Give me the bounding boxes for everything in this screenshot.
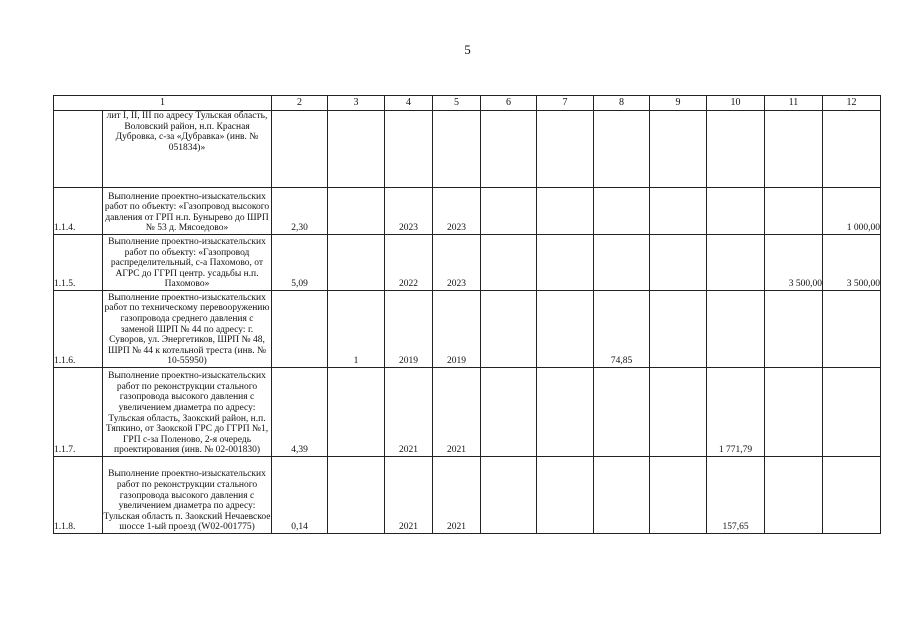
row-description: Выполнение проектно-изыскательских работ по реконструкции стального газопровода высокого давления с увеличением диаметра по адресу: Тульская область п. Заокский Нечаевское шоссе 1-ый проезд (W02-001775) bbox=[103, 457, 272, 534]
cell-col10: 1 771,79 bbox=[707, 368, 765, 457]
cell-col11: 3 500,00 bbox=[765, 235, 823, 291]
row-description: Выполнение проектно-изыскательских работ по техническому перевооружению газопровода среднего давления с заменой ШРП № 44 по адресу: г. Суворов, ул. Энергетиков, ШРП № 48, ШРП № 44 к котельной треста (инв. № 10-55950) bbox=[103, 291, 272, 368]
row-description: Выполнение проектно-изыскательских работ по объекту: «Газопровод высокого давления от ГРП н.п. Бунырево до ШРП № 53 д. Мясоедово» bbox=[103, 188, 272, 235]
cell-col3 bbox=[328, 188, 385, 235]
cell-col3: 1 bbox=[328, 291, 385, 368]
cell-col9 bbox=[650, 235, 707, 291]
cell-col2 bbox=[272, 111, 328, 188]
cell-col4: 2021 bbox=[385, 368, 433, 457]
cell-col7 bbox=[537, 188, 594, 235]
header-cell: 5 bbox=[433, 96, 481, 111]
table-row bbox=[54, 188, 881, 235]
data-table bbox=[53, 95, 881, 534]
cell-col10 bbox=[707, 235, 765, 291]
cell-col6 bbox=[481, 188, 537, 235]
cell-col12: 1 000,00 bbox=[823, 188, 881, 235]
row-code: 1.1.7. bbox=[54, 368, 103, 457]
cell-col8 bbox=[594, 235, 650, 291]
cell-col4 bbox=[385, 111, 433, 188]
row-code: 1.1.8. bbox=[54, 457, 103, 534]
header-cell: 10 bbox=[707, 96, 765, 111]
cell-col9 bbox=[650, 457, 707, 534]
cell-col2: 4,39 bbox=[272, 368, 328, 457]
cell-col7 bbox=[537, 235, 594, 291]
cell-col3 bbox=[328, 235, 385, 291]
cell-col3 bbox=[328, 111, 385, 188]
cell-col2: 2,30 bbox=[272, 188, 328, 235]
header-cell: 9 bbox=[650, 96, 707, 111]
cell-col6 bbox=[481, 291, 537, 368]
cell-col5: 2023 bbox=[433, 188, 481, 235]
table-row bbox=[54, 457, 881, 534]
cell-col9 bbox=[650, 368, 707, 457]
cell-col4: 2021 bbox=[385, 457, 433, 534]
cell-col9 bbox=[650, 111, 707, 188]
header-cell: 8 bbox=[594, 96, 650, 111]
cell-col12: 3 500,00 bbox=[823, 235, 881, 291]
cell-col7 bbox=[537, 368, 594, 457]
cell-col6 bbox=[481, 235, 537, 291]
cell-col9 bbox=[650, 291, 707, 368]
cell-col3 bbox=[328, 457, 385, 534]
cell-col10 bbox=[707, 291, 765, 368]
page-number: 5 bbox=[464, 42, 471, 57]
cell-col8 bbox=[594, 457, 650, 534]
cell-col6 bbox=[481, 111, 537, 188]
cell-col7 bbox=[537, 291, 594, 368]
cell-col11 bbox=[765, 291, 823, 368]
cell-col12 bbox=[823, 457, 881, 534]
header-cell: 6 bbox=[481, 96, 537, 111]
cell-col4: 2022 bbox=[385, 235, 433, 291]
row-code: 1.1.5. bbox=[54, 235, 103, 291]
cell-col6 bbox=[481, 368, 537, 457]
cell-col11 bbox=[765, 111, 823, 188]
cell-col10: 157,65 bbox=[707, 457, 765, 534]
cell-col5 bbox=[433, 111, 481, 188]
cell-col8 bbox=[594, 111, 650, 188]
table-row bbox=[54, 368, 881, 457]
cell-col6 bbox=[481, 457, 537, 534]
cell-col2: 5,09 bbox=[272, 235, 328, 291]
header-cell: 4 bbox=[385, 96, 433, 111]
header-cell: 3 bbox=[328, 96, 385, 111]
header-cell: 7 bbox=[537, 96, 594, 111]
table-row bbox=[54, 291, 881, 368]
cell-col8 bbox=[594, 368, 650, 457]
header-cell: 11 bbox=[765, 96, 823, 111]
cell-col10 bbox=[707, 188, 765, 235]
row-code: 1.1.4. bbox=[54, 188, 103, 235]
cell-col11 bbox=[765, 188, 823, 235]
cell-col9 bbox=[650, 188, 707, 235]
header-row bbox=[54, 96, 881, 111]
row-code: 1.1.6. bbox=[54, 291, 103, 368]
table-row bbox=[54, 111, 881, 188]
header-cell: 1 bbox=[54, 96, 272, 111]
cell-col5: 2021 bbox=[433, 368, 481, 457]
cell-col8: 74,85 bbox=[594, 291, 650, 368]
header-cell: 2 bbox=[272, 96, 328, 111]
cell-col11 bbox=[765, 368, 823, 457]
cell-col12 bbox=[823, 368, 881, 457]
table-row bbox=[54, 235, 881, 291]
cell-col8 bbox=[594, 188, 650, 235]
row-description: Выполнение проектно-изыскательских работ по объекту: «Газопровод распределительный, с-а Пахомово, от АГРС до ГГРП центр. усадьбы н.п. Пахомово» bbox=[103, 235, 272, 291]
header-cell: 12 bbox=[823, 96, 881, 111]
cell-col3 bbox=[328, 368, 385, 457]
cell-col5: 2021 bbox=[433, 457, 481, 534]
cell-col7 bbox=[537, 111, 594, 188]
row-code bbox=[54, 111, 103, 188]
cell-col2: 0,14 bbox=[272, 457, 328, 534]
cell-col12 bbox=[823, 291, 881, 368]
cell-col4: 2023 bbox=[385, 188, 433, 235]
cell-col4: 2019 bbox=[385, 291, 433, 368]
cell-col7 bbox=[537, 457, 594, 534]
cell-col10 bbox=[707, 111, 765, 188]
cell-col5: 2019 bbox=[433, 291, 481, 368]
cell-col5: 2023 bbox=[433, 235, 481, 291]
cell-col12 bbox=[823, 111, 881, 188]
cell-col11 bbox=[765, 457, 823, 534]
row-description: лит I, II, III по адресу Тульская область, Воловский район, н.п. Красная Дубровка, с-за «Дубравка» (инв. № 051834)» bbox=[103, 111, 272, 188]
row-description: Выполнение проектно-изыскательских работ по реконструкции стального газопровода высокого давления с увеличением диаметра по адресу: Тульская область, Заокский район, н.п. Тяпкино, от Заокской ГРС до ГГРП №1, ГРП с-за Поленово, 2-я очередь проектирования (инв. № 02-001830) bbox=[103, 368, 272, 457]
cell-col2 bbox=[272, 291, 328, 368]
